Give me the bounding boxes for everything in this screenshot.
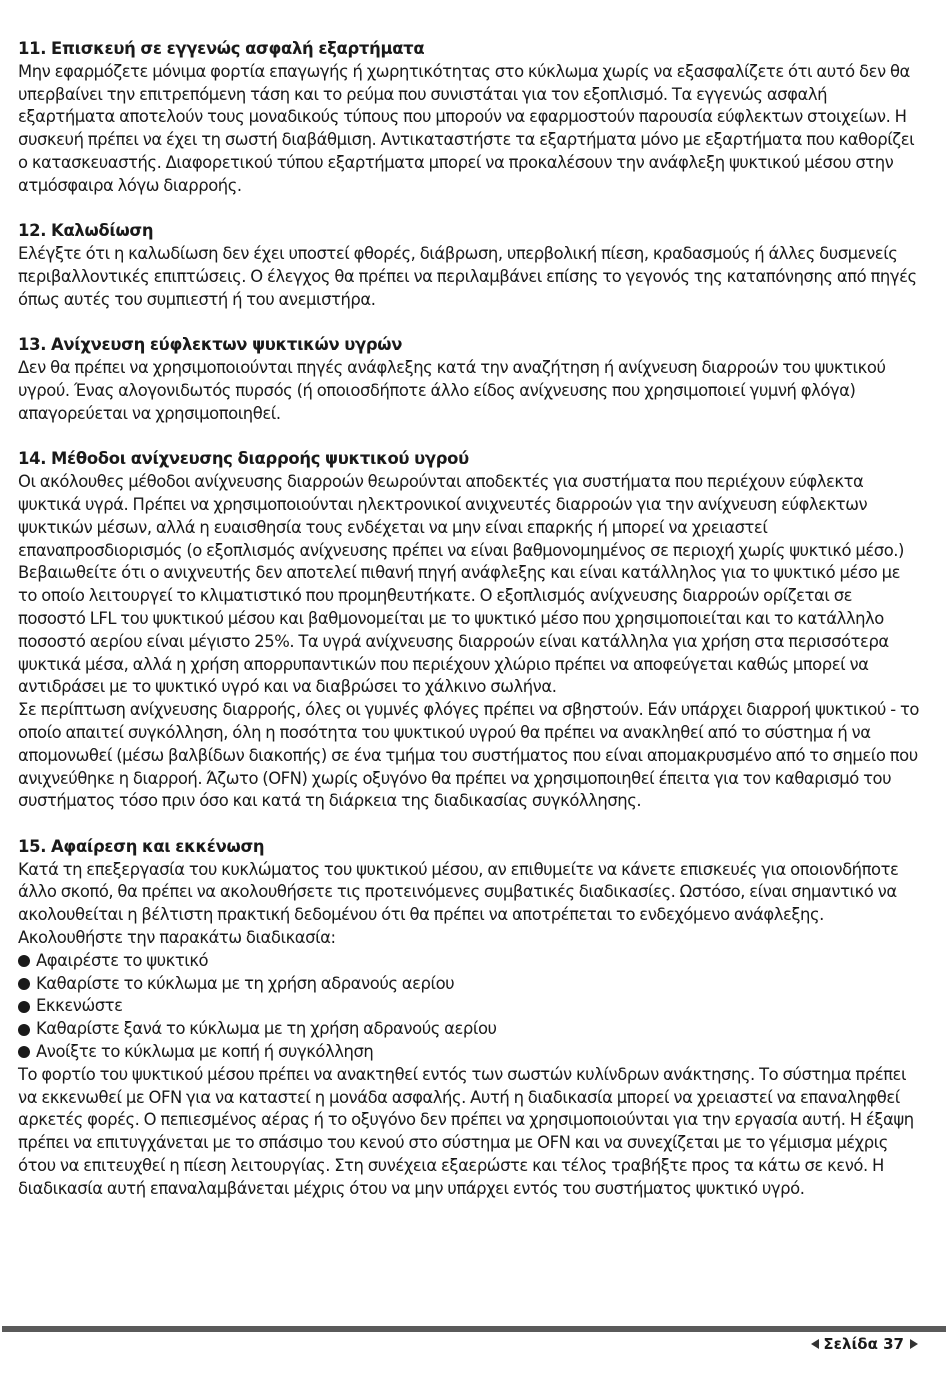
list-item-text: Ανοίξτε το κύκλωμα με κοπή ή συγκόλληση — [36, 1042, 374, 1062]
section-12 — [18, 220, 920, 311]
bullet-icon — [18, 1024, 30, 1036]
section-14 — [18, 448, 920, 813]
list-item — [18, 1018, 920, 1041]
section-intro: Κατά τη επεξεργασία του κυκλώματος του ψυκτικού μέσου, αν επιθυμείτε να κάνετε επισκευές για οποιονδήποτε άλλο σκοπό, θα πρέπει να ακολουθήσετε τις προτεινόμενες συμβατικές διαδικασίες. Ωστόσο, είναι σημαντικό να ακολουθείται η βέλτιστη πρακτική δεδομένου ότι θα πρέπει να αποτρέπεται το ενδεχόμενο ανάφλεξης. Ακολουθήστε την παρακάτω διαδικασία: — [18, 859, 899, 948]
footer-divider — [2, 1326, 946, 1332]
bullet-icon — [18, 978, 30, 990]
prev-page-arrow-icon[interactable] — [811, 1339, 819, 1349]
list-item-text: Εκκενώστε — [36, 996, 123, 1016]
list-item-text: Αφαιρέστε το ψυκτικό — [36, 950, 209, 970]
bullet-icon — [18, 1046, 30, 1058]
list-item — [18, 973, 920, 996]
section-paragraph: Σε περίπτωση ανίχνευσης διαρροής, όλες οι γυμνές φλόγες πρέπει να σβηστούν. Εάν υπάρχει διαρροή ψυκτικού - το οποίο απαιτεί συγκόλληση, όλη η ποσότητα του ψυκτικού υγρού θα πρέπει να ανακληθεί από το σύστημα ή να απομονωθεί (μέσω βαλβίδων διακοπής) σε ένα τμήμα του συστήματος που είναι απομακρυσμένο από το σημείο που ανιχνεύθηκε η διαρροή. Άζωτο (OFN) χωρίς οξυγόνο θα πρέπει να χρησιμοποιηθεί έπειτα για τον καθαρισμό του συστήματος τόσο πριν όσο και κατά τη διάρκεια της διαδικασίας συγκόλλησης. — [18, 700, 919, 811]
next-page-arrow-icon[interactable] — [910, 1339, 918, 1349]
list-item-text: Καθαρίστε ξανά το κύκλωμα με τη χρήση αδρανούς αερίου — [36, 1019, 497, 1039]
list-item — [18, 950, 920, 973]
list-item — [18, 1041, 920, 1064]
section-paragraph: Ελέγξτε ότι η καλωδίωση δεν έχει υποστεί φθορές, διάβρωση, υπερβολική πίεση, κραδασμούς ή άλλες δυσμενείς περιβαλλοντικές επιπτώσεις. Ο έλεγχος θα πρέπει να περιλαμβάνει επίσης το γεγονός της καταπόνησης από πηγές όπως αυτές του συμπιεστή ή του ανεμιστήρα. — [18, 244, 917, 309]
section-paragraph: Οι ακόλουθες μέθοδοι ανίχνευσης διαρροών θεωρούνται αποδεκτές για συστήματα που περιέχουν εύφλεκτα ψυκτικά υγρά. Πρέπει να χρησιμοποιούνται ηλεκτρονικοί ανιχνευτές διαρροών για την ανίχνευση εύφλεκτων ψυκτικών μέσων, αλλά η ευαισθησία τους ενδέχεται να μην είναι επαρκής ή μπορεί να χρειαστεί επαναπροσδιορισμός (ο εξοπλισμός ανίχνευσης πρέπει να είναι βαθμονομημένος σε περιοχή χωρίς ψυκτικό μέσο.) Βεβαιωθείτε ότι ο ανιχνευτής δεν αποτελεί πιθανή πηγή ανάφλεξης και είναι κατάλληλος για το ψυκτικό μέσο με το οποίο λειτουργεί το κλιματιστικό που προμηθευτήκατε. Ο εξοπλισμός ανίχνευσης διαρροών ορίζεται σε ποσοστό LFL του ψυκτικού μέσου και βαθμονομείται με το ψυκτικό μέσο που χρησιμοποιείται και το κατάλληλο ποσοστό αερίου είναι μέγιστο 25%. Τα υγρά ανίχνευσης διαρροών είναι κατάλληλα για χρήση στα περισσότερα ψυκτικά μέσα, αλλά η χρήση απορρυπαντικών που περιέχουν χλώριο πρέπει να αποφεύγεται καθώς μπορεί να αντιδράσει με το ψυκτικό υγρό και να διαβρώσει το χάλκινο σωλήνα. — [18, 472, 904, 697]
procedure-list — [18, 950, 920, 1064]
section-15 — [18, 836, 920, 1201]
bullet-icon — [18, 955, 30, 967]
section-outro: Το φορτίο του ψυκτικού μέσου πρέπει να ανακτηθεί εντός των σωστών κυλίνδρων ανάκτησης. Το σύστημα πρέπει να εκκενωθεί με OFN για να καταστεί η μονάδα ασφαλής. Αυτή η διαδικασία μπορεί να χρειαστεί να επαναληφθεί αρκετές φορές. Ο πεπιεσμένος αέρας ή το οξυγόνο δεν πρέπει να χρησιμοποιούνται για την εργασία αυτή. Η έξαψη πρέπει να επιτυγχάνεται με το σπάσιμο του κενού στο σύστημα με OFN και να συνεχίζεται με το γέμισμα μέχρις ότου να επιτευχθεί η πίεση λειτουργίας. Στη συνέχεια εξαερώστε και τέλος τραβήξτε προς τα κάτω σε κενό. Η διαδικασία αυτή επαναλαμβάνεται μέχρις ότου να μην υπάρχει εντός του συστήματος ψυκτικό υγρό. — [18, 1064, 914, 1198]
section-13 — [18, 334, 920, 425]
section-heading: 12. Καλωδίωση — [18, 221, 154, 241]
list-item — [18, 995, 920, 1018]
page-number-label: Σελίδα 37 — [823, 1335, 904, 1353]
section-heading: 14. Μέθοδοι ανίχνευσης διαρροής ψυκτικού υγρού — [18, 449, 469, 469]
section-heading: 11. Επισκευή σε εγγενώς ασφαλή εξαρτήματα — [18, 39, 425, 58]
section-heading: 13. Ανίχνευση εύφλεκτων ψυκτικών υγρών — [18, 335, 403, 355]
section-paragraph: Δεν θα πρέπει να χρησιμοποιούνται πηγές ανάφλεξης κατά την αναζήτηση ή ανίχνευση διαρροών του ψυκτικού υγρού. Ένας αλογονιδωτός πυρσός (ή οποιοσδήποτε άλλο είδος ανίχνευσης που χρησιμοποιεί γυμνή φλόγα) απαγορεύεται να χρησιμοποιηθεί. — [18, 358, 886, 423]
bullet-icon — [18, 1001, 30, 1013]
section-paragraph: Μην εφαρμόζετε μόνιμα φορτία επαγωγής ή χωρητικότητας στο κύκλωμα χωρίς να εξασφαλίζετε ότι αυτό δεν θα υπερβαίνει την επιτρεπόμενη τάση και το ρεύμα που συνιστάται για τον εξοπλισμό. Τα εγγενώς ασφαλή εξαρτήματα αποτελούν τους μοναδικούς τύπους που μπορούν να εφαρμοστούν παρουσία εύφλεκτων στοιχείων. Η συσκευή πρέπει να έχει τη σωστή διαβάθμιση. Αντικαταστήστε τα εξαρτήματα μόνο με εξαρτήματα που καθορίζει ο κατασκευαστής. Διαφορετικού τύπου εξαρτήματα μπορεί να προκαλέσουν την ανάφλεξη ψυκτικού μέσου στην ατμόσφαιρα λόγω διαρροής. — [18, 61, 915, 195]
document-body — [18, 38, 920, 1223]
page-navigation — [811, 1335, 918, 1353]
section-heading: 15. Αφαίρεση και εκκένωση — [18, 836, 265, 856]
section-11 — [18, 38, 920, 198]
list-item-text: Καθαρίστε το κύκλωμα με τη χρήση αδρανούς αερίου — [36, 973, 455, 993]
